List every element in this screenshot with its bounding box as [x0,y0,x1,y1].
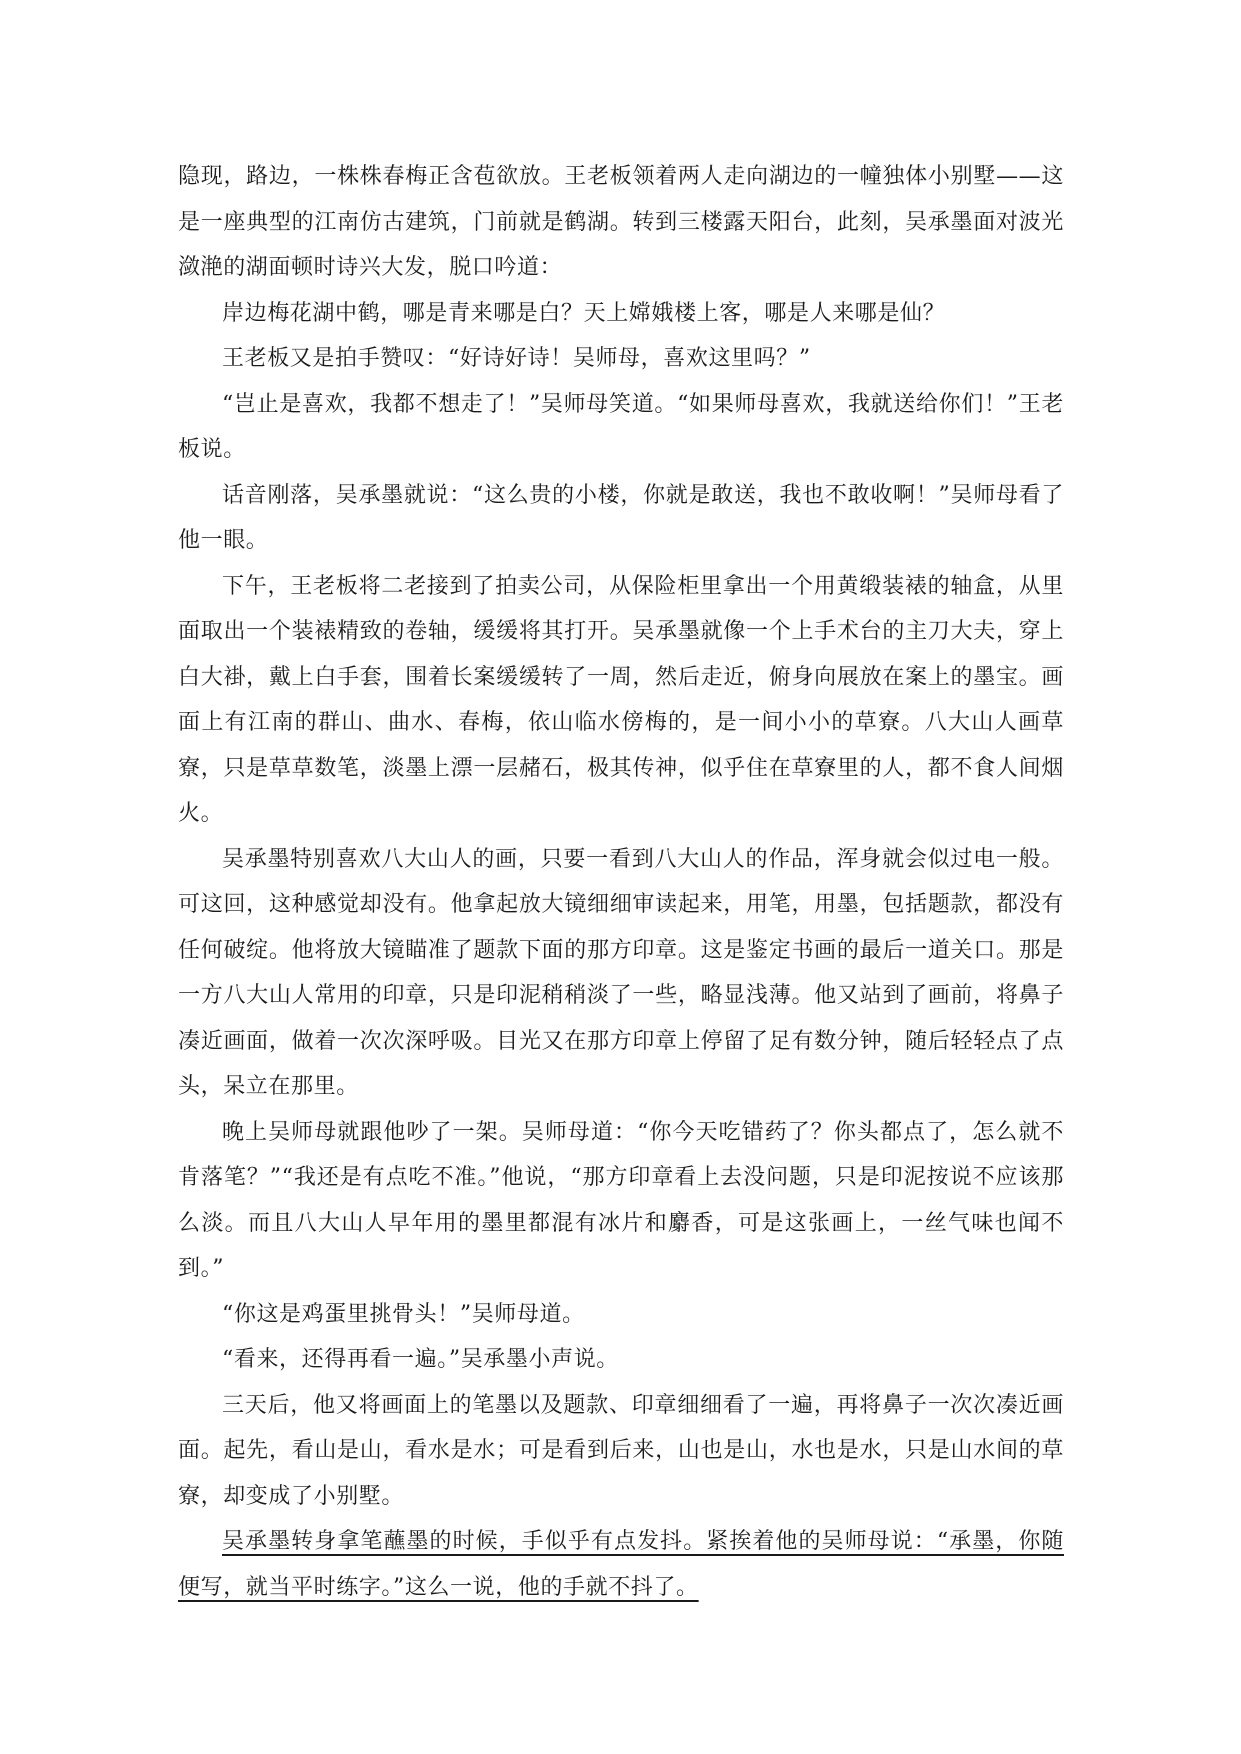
underlined-passage: 吴承墨转身拿笔蘸墨的时候，手似乎有点发抖。紧挨着他的吴师母说：“承墨，你随便写，就当平时练字。”这么一说，他的手就不抖了。 [178,1529,1064,1600]
paragraph-offer: “岂止是喜欢，我都不想走了！”吴师母笑道。“如果师母喜欢，我就送给你们！”王老板说。 [178,391,1064,462]
paragraph-poem: 岸边梅花湖中鹤，哪是青来哪是白？天上嫦娥楼上客，哪是人来哪是仙？ [222,300,946,326]
paragraph-inspection: 吴承墨特别喜欢八大山人的画，只要一看到八大山人的作品，浑身就会似过电一般。可这回，这种感觉却没有。他拿起放大镜细细审读起来，用笔，用墨，包括题款，都没有任何破绽。他将放大镜瞄准了题款下面的那方印章。这是鉴定书画的最后一道关口。那是一方八大山人常用的印章，只是印泥稍稍淡了一些，略显浅薄。他又站到了画前，将鼻子凑近画面，做着一次次深呼吸。目光又在那方印章上停留了足有数分钟，随后轻轻点了点头，呆立在那里。 [178,846,1064,1099]
paragraph-recheck: “看来，还得再看一遍。”吴承墨小声说。 [222,1347,619,1372]
paragraph-auction: 下午，王老板将二老接到了拍卖公司，从保险柜里拿出一个用黄缎装裱的轴盒，从里面取出一个装裱精致的卷轴，缓缓将其打开。吴承墨就像一个上手术台的主刀大夫，穿上白大褂，戴上白手套，围着长案缓缓转了一周，然后走近，俯身向展放在案上的墨宝。画面上有江南的群山、曲水、春梅，依山临水傍梅的，是一间小小的草寮。八大山人画草寮，只是草草数笔，淡墨上漂一层赭石，极其传神，似乎住在草寮里的人，都不食人间烟火。 [178,573,1064,826]
paragraph-argument: 晚上吴师母就跟他吵了一架。吴师母道：“你今天吃错药了？你头都点了，怎么就不肯落笔？”“我还是有点吃不准。”他说，“那方印章看上去没问题，只是印泥按说不应该那么淡。而且八大山人早年用的墨里都混有冰片和麝香，可是这张画上，一丝气味也闻不到。” [178,1119,1064,1281]
paragraph-underlined [178,1519,1064,1610]
paragraph-three-days-later: 三天后，他又将画面上的笔墨以及题款、印章细细看了一遍，再将鼻子一次次凑近画面。起先，看山是山，看水是水；可是看到后来，山也是山，水也是水，只是山水间的草寮，却变成了小别墅。 [178,1392,1064,1509]
paragraph-continuation: 隐现，路边，一株株春梅正含苞欲放。王老板领着两人走向湖边的一幢独体小别墅——这是一座典型的江南仿古建筑，门前就是鹤湖。转到三楼露天阳台，此刻，吴承墨面对波光潋滟的湖面顿时诗兴大发，脱口吟道： [178,164,1064,280]
paragraph-retort: “你这是鸡蛋里挑骨头！”吴师母道。 [222,1301,585,1327]
paragraph-refusal: 话音刚落，吴承墨就说：“这么贵的小楼，你就是敢送，我也不敢收啊！”吴师母看了他一眼。 [178,482,1064,553]
article-body [178,154,1064,1610]
paragraph-praise: 王老板又是拍手赞叹：“好诗好诗！吴师母，喜欢这里吗？” [222,346,811,371]
